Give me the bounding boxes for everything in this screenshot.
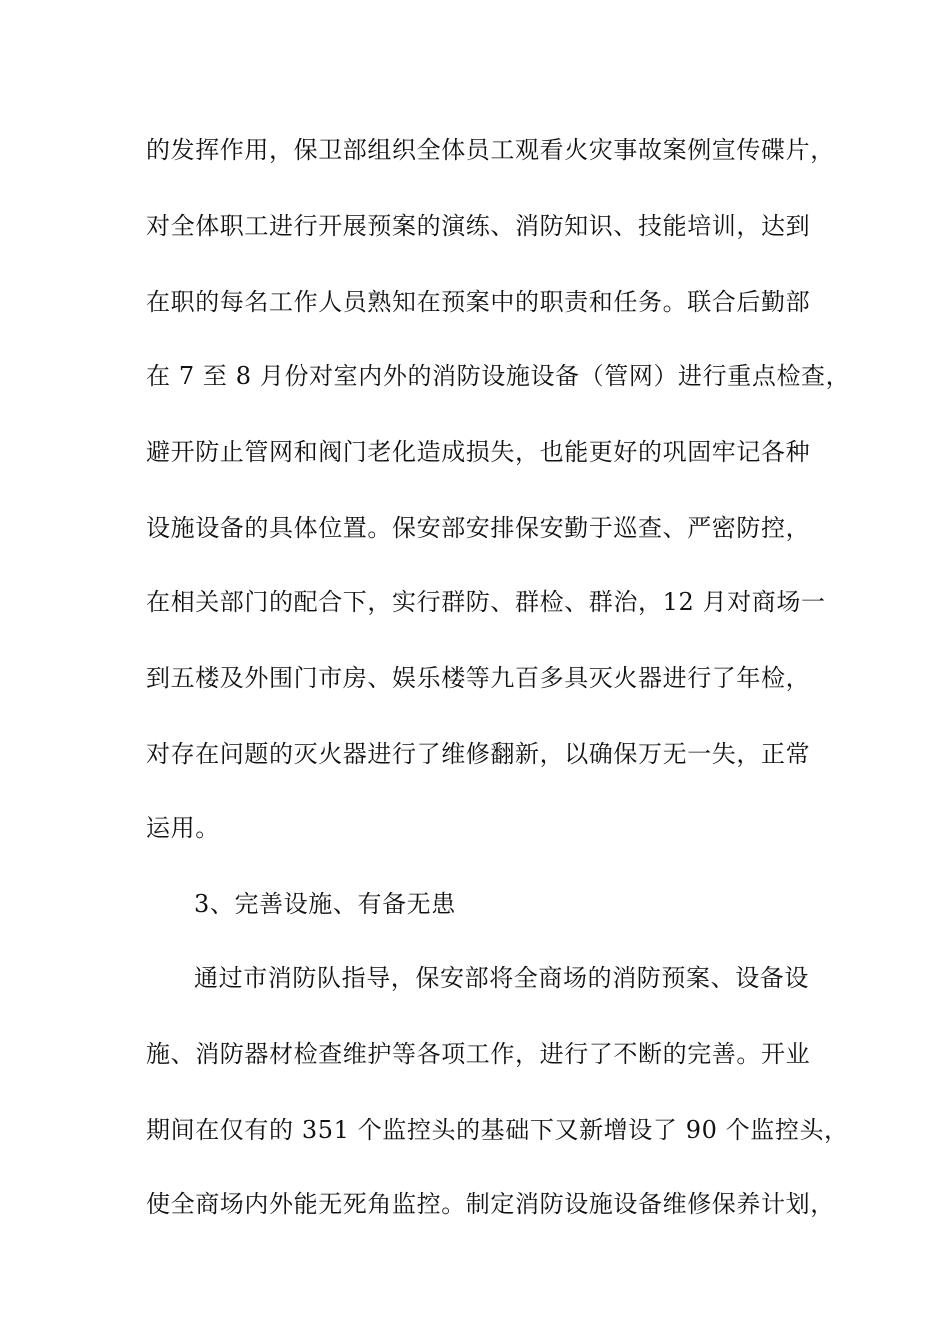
paragraph-line: 在职的每名工作人员熟知在预案中的职责和任务。联合后勤部 [146, 288, 811, 316]
paragraph-line: 施、消防器材检查维护等各项工作，进行了不断的完善。开业 [146, 1040, 811, 1068]
paragraph-line: 到五楼及外围门市房、娱乐楼等九百多具灭火器进行了年检， [146, 664, 811, 692]
paragraph-line: 对全体职工进行开展预案的演练、消防知识、技能培训，达到 [146, 212, 811, 240]
section-heading: 3、完善设施、有备无患 [194, 890, 456, 918]
paragraph-line: 通过市消防队指导，保安部将全商场的消防预案、设备设 [194, 964, 809, 992]
paragraph-line: 使全商场内外能无死角监控。制定消防设施设备维修保养计划， [146, 1190, 835, 1218]
paragraph-line: 运用。 [146, 814, 220, 842]
paragraph-line: 设施设备的具体位置。保安部安排保安勤于巡查、严密防控， [146, 514, 811, 542]
paragraph-line: 在相关部门的配合下，实行群防、群检、群治，12 月对商场一 [146, 588, 826, 616]
paragraph-line: 对存在问题的灭火器进行了维修翻新，以确保万无一失，正常 [146, 740, 811, 768]
paragraph-line: 期间在仅有的 351 个监控头的基础下又新增设了 90 个监控头， [146, 1116, 849, 1144]
paragraph-line: 在 7 至 8 月份对室内外的消防设施设备（管网）进行重点检查， [146, 362, 851, 390]
paragraph-line: 的发挥作用，保卫部组织全体员工观看火灾事故案例宣传碟片， [146, 136, 835, 164]
paragraph-line: 避开防止管网和阀门老化造成损失，也能更好的巩固牢记各种 [146, 438, 811, 466]
